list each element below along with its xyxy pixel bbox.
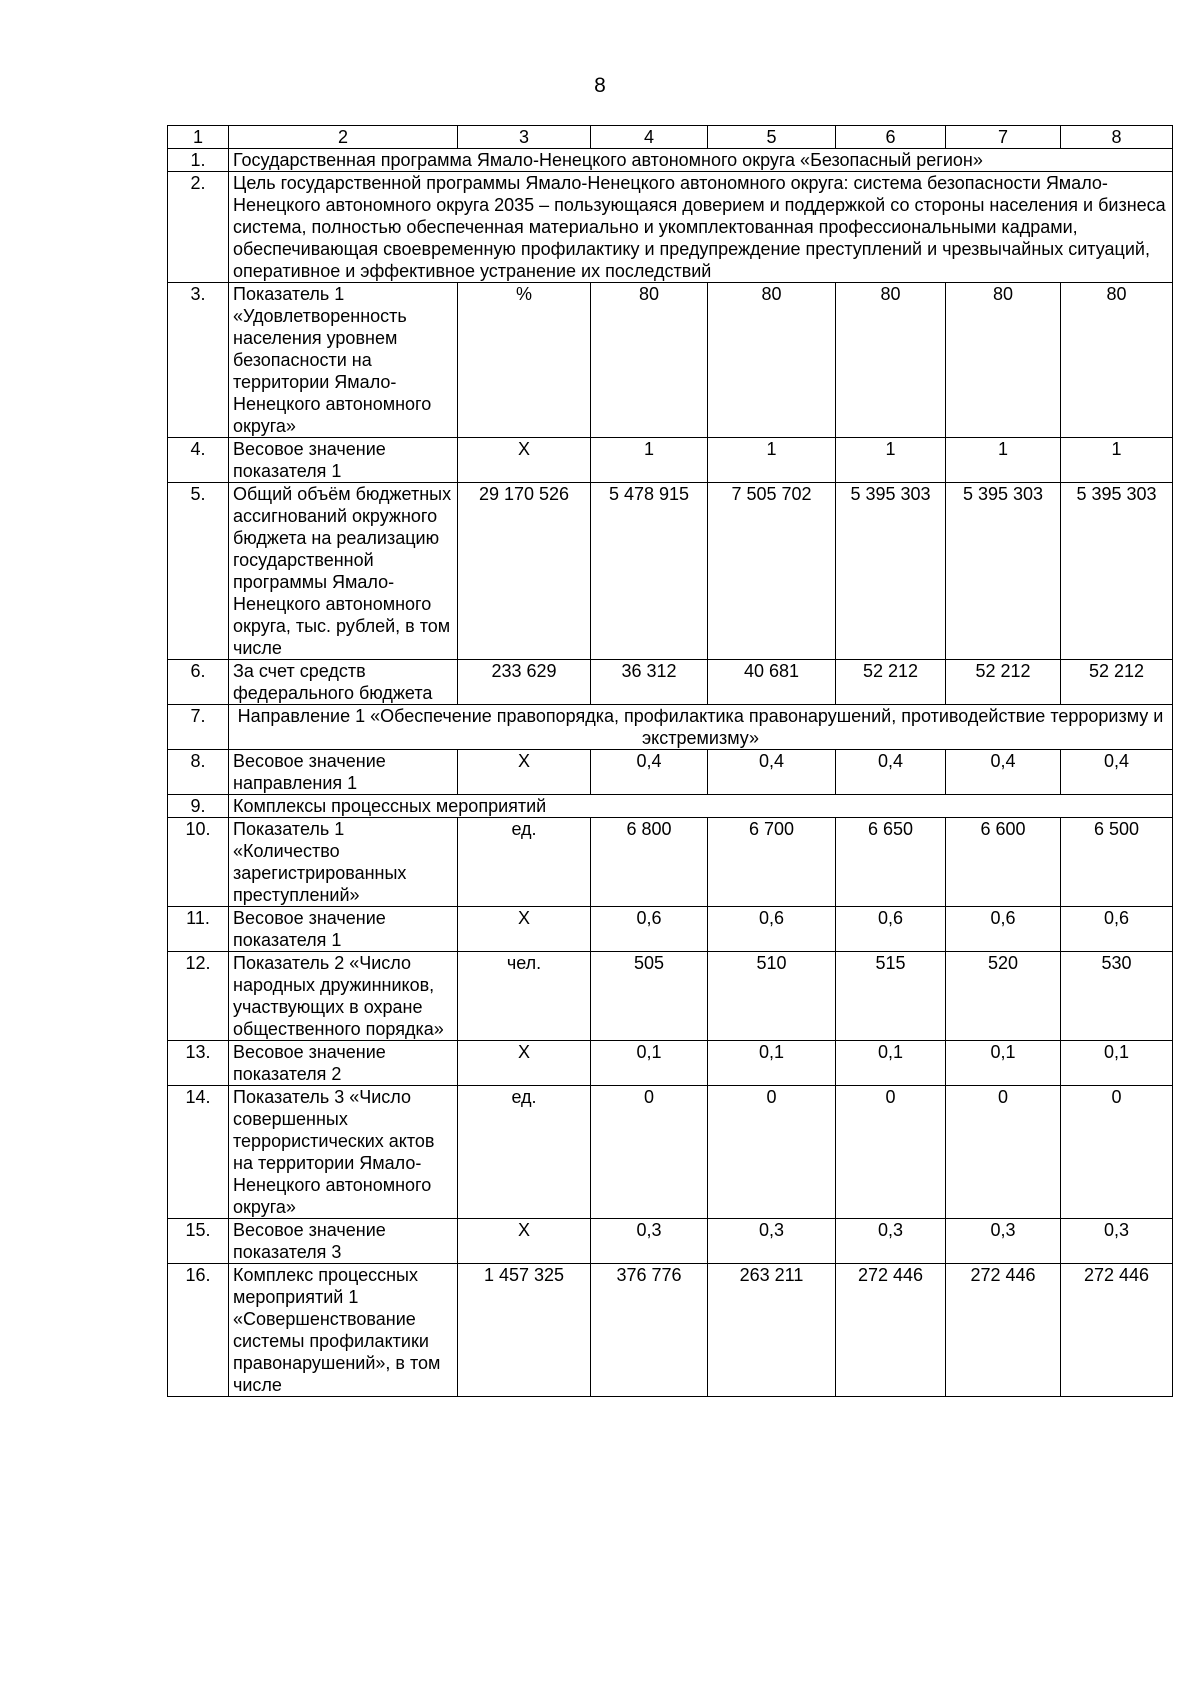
- cell-unit: ед.: [458, 818, 591, 907]
- header-cell: 4: [591, 126, 708, 149]
- row-number: 10.: [168, 818, 229, 907]
- cell-value: 376 776: [591, 1264, 708, 1397]
- cell-value: 6 650: [836, 818, 946, 907]
- header-cell: 5: [708, 126, 836, 149]
- row-name: Показатель 1 «Удовлетворенность населения уровнем безопасности на территории Ямало-Ненецкого автономного округа»: [229, 283, 458, 438]
- cell-value: 233 629: [458, 660, 591, 705]
- row-number: 13.: [168, 1041, 229, 1086]
- page-number: 8: [594, 74, 606, 97]
- cell-value: 1 457 325: [458, 1264, 591, 1397]
- cell-value: 7 505 702: [708, 483, 836, 660]
- table-row: [168, 1264, 1173, 1397]
- table-row: [168, 818, 1173, 907]
- table-row: [168, 705, 1173, 750]
- cell-unit: ед.: [458, 1086, 591, 1219]
- row-number: 2.: [168, 172, 229, 283]
- cell-value: 80: [946, 283, 1061, 438]
- row-name: Комплекс процессных мероприятий 1 «Совершенствование системы профилактики правонарушений», в том числе: [229, 1264, 458, 1397]
- cell-unit: Х: [458, 750, 591, 795]
- cell-unit: Х: [458, 1219, 591, 1264]
- cell-value: 505: [591, 952, 708, 1041]
- table-header-row: [168, 126, 1173, 149]
- cell-value: 0,1: [591, 1041, 708, 1086]
- cell-value: 0,6: [946, 907, 1061, 952]
- cell-unit: Х: [458, 1041, 591, 1086]
- cell-value: 272 446: [946, 1264, 1061, 1397]
- row-name: За счет средств федерального бюджета: [229, 660, 458, 705]
- row-name: Общий объём бюджетных ассигнований окружного бюджета на реализацию государственной программы Ямало-Ненецкого автономного округа, тыс. рублей, в том числе: [229, 483, 458, 660]
- cell-value: 272 446: [836, 1264, 946, 1397]
- cell-value: 29 170 526: [458, 483, 591, 660]
- row-name: Весовое значение показателя 1: [229, 438, 458, 483]
- table-row: [168, 660, 1173, 705]
- cell-value: 80: [836, 283, 946, 438]
- cell-value: 5 395 303: [1061, 483, 1173, 660]
- cell-value: 0,3: [591, 1219, 708, 1264]
- row-number: 15.: [168, 1219, 229, 1264]
- header-cell: 3: [458, 126, 591, 149]
- cell-value: 0,1: [708, 1041, 836, 1086]
- cell-value: 0: [708, 1086, 836, 1219]
- cell-value: 80: [591, 283, 708, 438]
- table-row: [168, 952, 1173, 1041]
- cell-value: 0,3: [1061, 1219, 1173, 1264]
- cell-value: 0,3: [946, 1219, 1061, 1264]
- cell-value: 1: [946, 438, 1061, 483]
- table-row: [168, 907, 1173, 952]
- table-row: [168, 172, 1173, 283]
- cell-value: 6 800: [591, 818, 708, 907]
- header-cell: 1: [168, 126, 229, 149]
- cell-value: 6 500: [1061, 818, 1173, 907]
- cell-value: 0: [946, 1086, 1061, 1219]
- table-row: [168, 438, 1173, 483]
- row-name: Показатель 1 «Количество зарегистрированных преступлений»: [229, 818, 458, 907]
- row-name: Весовое значение направления 1: [229, 750, 458, 795]
- cell-value: 0: [1061, 1086, 1173, 1219]
- cell-value: 0,6: [1061, 907, 1173, 952]
- program-goal: Цель государственной программы Ямало-Ненецкого автономного округа: система безопасности Ямало-Ненецкого автономного округа 2035 – пользующаяся доверием и поддержкой со стороны населения и бизнеса система, полностью обеспеченная материально и укомплектованная профессиональными кадрами, обеспечивающая своевременную профилактику и предупреждение преступлений и чрезвычайных ситуаций, оперативное и эффективное устранение их последствий: [229, 172, 1173, 283]
- cell-value: 80: [1061, 283, 1173, 438]
- cell-value: 5 395 303: [946, 483, 1061, 660]
- row-name: Весовое значение показателя 2: [229, 1041, 458, 1086]
- row-number: 14.: [168, 1086, 229, 1219]
- cell-value: 52 212: [1061, 660, 1173, 705]
- cell-value: 0,4: [708, 750, 836, 795]
- cell-value: 5 478 915: [591, 483, 708, 660]
- cell-value: 263 211: [708, 1264, 836, 1397]
- cell-value: 0,1: [1061, 1041, 1173, 1086]
- cell-value: 0,1: [836, 1041, 946, 1086]
- program-table: [167, 125, 1173, 1397]
- cell-value: 0,6: [708, 907, 836, 952]
- row-number: 16.: [168, 1264, 229, 1397]
- cell-unit: чел.: [458, 952, 591, 1041]
- cell-value: 1: [1061, 438, 1173, 483]
- cell-unit: Х: [458, 438, 591, 483]
- cell-value: 6 600: [946, 818, 1061, 907]
- table-row: [168, 1041, 1173, 1086]
- row-number: 6.: [168, 660, 229, 705]
- cell-value: 520: [946, 952, 1061, 1041]
- direction-title: Направление 1 «Обеспечение правопорядка, профилактика правонарушений, противодействие терроризму и экстремизму»: [229, 705, 1173, 750]
- table-row: [168, 750, 1173, 795]
- table-row: [168, 1086, 1173, 1219]
- row-name: Показатель 3 «Число совершенных террористических актов на территории Ямало-Ненецкого автономного округа»: [229, 1086, 458, 1219]
- cell-value: 5 395 303: [836, 483, 946, 660]
- cell-value: 0,3: [708, 1219, 836, 1264]
- row-number: 4.: [168, 438, 229, 483]
- row-number: 9.: [168, 795, 229, 818]
- row-number: 1.: [168, 149, 229, 172]
- header-cell: 8: [1061, 126, 1173, 149]
- table-row: [168, 795, 1173, 818]
- cell-unit: %: [458, 283, 591, 438]
- cell-value: 1: [591, 438, 708, 483]
- cell-value: 52 212: [836, 660, 946, 705]
- table-row: [168, 283, 1173, 438]
- row-name: Показатель 2 «Число народных дружинников, участвующих в охране общественного порядка»: [229, 952, 458, 1041]
- cell-value: 1: [708, 438, 836, 483]
- table-row: [168, 483, 1173, 660]
- cell-value: 0,6: [591, 907, 708, 952]
- cell-value: 1: [836, 438, 946, 483]
- row-name: Весовое значение показателя 3: [229, 1219, 458, 1264]
- cell-value: 0,1: [946, 1041, 1061, 1086]
- cell-value: 0,4: [591, 750, 708, 795]
- cell-unit: Х: [458, 907, 591, 952]
- header-cell: 7: [946, 126, 1061, 149]
- cell-value: 40 681: [708, 660, 836, 705]
- row-number: 7.: [168, 705, 229, 750]
- table-row: [168, 1219, 1173, 1264]
- program-title: Государственная программа Ямало-Ненецкого автономного округа «Безопасный регион»: [229, 149, 1173, 172]
- cell-value: 510: [708, 952, 836, 1041]
- header-cell: 6: [836, 126, 946, 149]
- cell-value: 36 312: [591, 660, 708, 705]
- cell-value: 52 212: [946, 660, 1061, 705]
- cell-value: 0,3: [836, 1219, 946, 1264]
- table-row: [168, 149, 1173, 172]
- cell-value: 0: [591, 1086, 708, 1219]
- row-number: 3.: [168, 283, 229, 438]
- section-title: Комплексы процессных мероприятий: [229, 795, 1173, 818]
- cell-value: 80: [708, 283, 836, 438]
- cell-value: 0: [836, 1086, 946, 1219]
- cell-value: 0,4: [836, 750, 946, 795]
- header-cell: 2: [229, 126, 458, 149]
- cell-value: 0,4: [946, 750, 1061, 795]
- cell-value: 515: [836, 952, 946, 1041]
- row-number: 11.: [168, 907, 229, 952]
- cell-value: 0,6: [836, 907, 946, 952]
- row-name: Весовое значение показателя 1: [229, 907, 458, 952]
- cell-value: 0,4: [1061, 750, 1173, 795]
- cell-value: 530: [1061, 952, 1173, 1041]
- row-number: 12.: [168, 952, 229, 1041]
- row-number: 5.: [168, 483, 229, 660]
- cell-value: 272 446: [1061, 1264, 1173, 1397]
- row-number: 8.: [168, 750, 229, 795]
- cell-value: 6 700: [708, 818, 836, 907]
